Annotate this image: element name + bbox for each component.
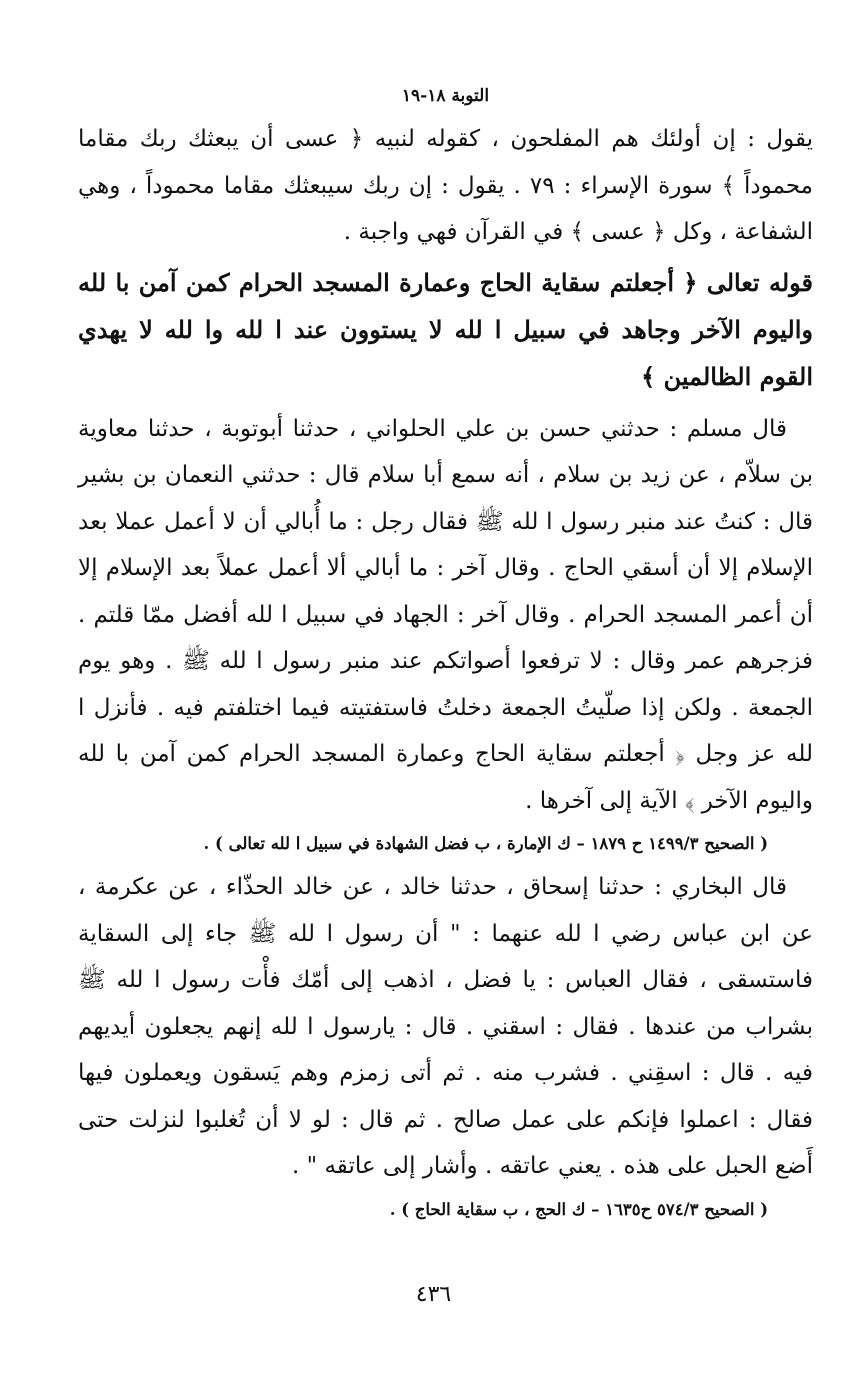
muslim-hadith-paragraph: قال مسلم : حدثني حسن بن علي الحلواني ، حدثنا أبوتوبة ، حدثنا معاوية بن سلاّم ، عن زيد بن سلام ، أنه سمع أبا سلام قال : حدثني النعمان بن بشير قال : كنتُ عند منبر رسول ا لله ﷺ فقال رجل : ما أُبالي أن لا أعمل عملا بعد الإسلام إلا أن أسقي الحاج . وقال آخر : ما أبالي ألا أعمل عملاً بعد الإسلام إلا أن أعمر المسجد الحرام . وقال آخر : الجهاد في سبيل ا لله أفضل ممّا قلتم . فزجرهم عمر وقال : لا ترفعوا أصواتكم عند منبر رسول ا لله ﷺ . وهو يوم الجمعة . ولكن إذا صلّيتُ الجمعة دخلتُ فاستفتيته فيما اختلفتم فيه . فأنزل ا لله عز وجل ﴿ أجعلتم سقاية الحاج وعمارة المسجد الحرام كمن آمن با لله واليوم الآخر ﴾ الآية إلى آخرها .	[78, 415, 813, 814]
bukhari-citation: ( الصحيح ٥٧٤/٣ ح١٦٣٥ – ك الحج ، ب سقاية الحاج ) .	[389, 1199, 768, 1219]
intro-paragraph: يقول : إن أولئك هم المفلحون ، كقوله لنبيه ﴿ عسى أن يبعثك ربك مقاما محموداً ﴾ سورة الإسراء : ٧٩ . يقول : إن ربك سيبعثك مقاما محموداً ، وهي الشفاعة ، وكل ﴿ عسى ﴾ في القرآن فهي واجبة .	[78, 126, 813, 245]
verse-heading: قوله تعالى ﴿ أجعلتم سقاية الحاج وعمارة المسجد الحرام كمن آمن با لله واليوم الآخر وجاهد في سبيل ا لله لا يستوون عند ا لله وا لله لا يهدي القوم الظالمين ﴾	[78, 267, 813, 391]
muslim-citation: ( الصحيح ١٤٩٩/٣ ح ١٨٧٩ – ك الإمارة ، ب فضل الشهادة في سبيل ا لله تعالى ) .	[203, 834, 768, 853]
bukhari-hadith-paragraph: قال البخاري : حدثنا إسحاق ، حدثنا خالد ، عن خالد الحذّاء ، عن عكرمة ، عن ابن عباس رضي ا لله عنهما : " أن رسول ا لله ﷺ جاء إلى السقاية فاستسقى ، فقال العباس : يا فضل ، اذهب إلى أمّك فأْت رسول ا لله ﷺ بشراب من عندها . فقال : اسقني . قال : يارسول ا لله إنهم يجعلون أيديهم فيه . قال : اسقِني . فشرب منه . ثم أتى زمزم وهم يَسقون ويعملون فيها فقال : اعملوا فإنكم على عمل صالح . ثم قال : لو لا أن تُغلبوا لنزلت حتى أَضع الحبل على هذه . يعني عاتقه . وأشار إلى عاتقه " .	[78, 874, 813, 1179]
running-head: التوبة ١٨-١٩	[401, 86, 490, 106]
document-page	[78, 78, 813, 1230]
page-number: ٤٣٦	[415, 1282, 452, 1307]
